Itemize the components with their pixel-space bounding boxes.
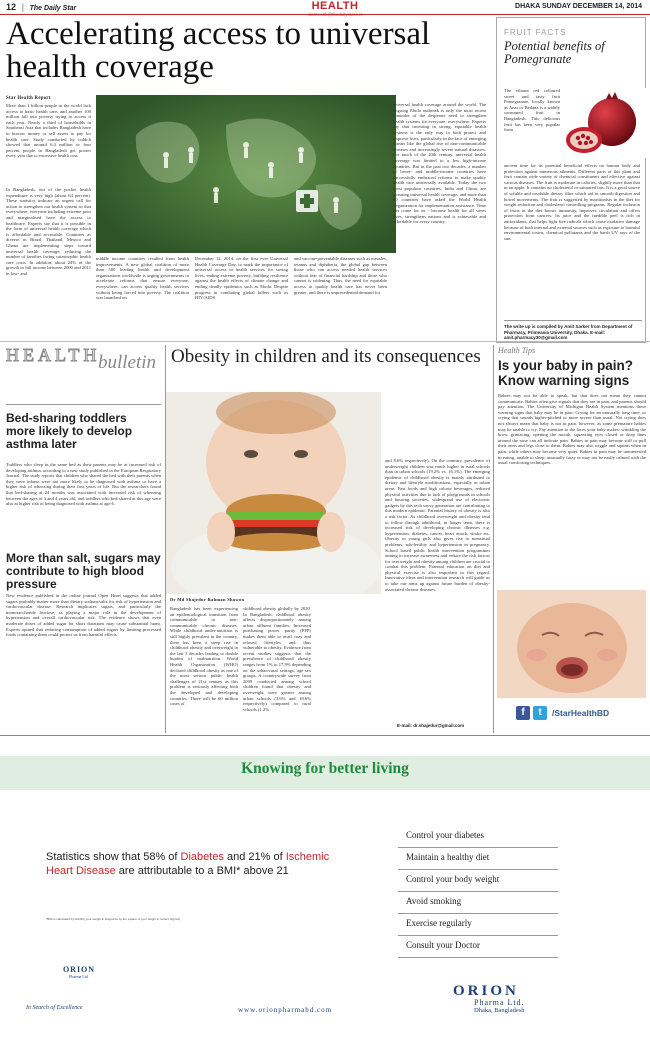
- ad-statistics: [46, 850, 346, 878]
- main-column-1b: In Bangladesh, out of the pocket health expenditure is very high (about 64 percent). These statistics indicate an urgent call for action to strengthen our health system so that everywhere, everyone including extreme poor and marginalised have the access to healthcare. Experts say that it is possible in the form of universal health coverage which is affordable and accessible. Countries as diverse as Brazil, Thailand, Mexico and Ghana are implementing steps toward universal health coverage, reducing the number of families facing catastrophic health care costs. In addition, about 24% of the growth in full income between 2000 and 2011 in low- and: [6, 187, 91, 276]
- main-byline: Star Health Report: [6, 96, 51, 101]
- crying-baby-image: [497, 590, 646, 698]
- page-date: DHAKA SUNDAY DECEMBER 14, 2014: [515, 3, 642, 10]
- main-column-a: middle income countries resulted from health improvements. A new global coalition of more than 500 leading health and development organisations worldwide is urging governments to accelerate reforms that ensure everyone, everywhere, can access quality health services without being forced into poverty. The coalition was launched on: [96, 256, 189, 301]
- salt-sugar-text: New evidence published in the online journal Open Heart suggests that added sugars probably matter more than dietary sodium/salts for risk of hypertension and cardiovascular disease. Research implicates sugars, and particularly the monosaccharide fructose, as playing a major role in the development of hypertension and overall cardiovascular risk. The evidence shows that even moderate doses of added sugar for short durations may cause substantial harm. Experts opined that reducing consumption of added sugars by limiting processed foods containing them could protect us from harmful effects.: [6, 593, 161, 638]
- orion-pharma: Pharma Ltd.: [474, 998, 525, 1007]
- bulletin-rule: [6, 404, 161, 405]
- ad-stat-mid: and 21% of: [223, 851, 286, 863]
- ad-advice-item: Avoid smoking: [398, 892, 558, 914]
- bed-sharing-text: Toddlers who sleep in the same bed as their parents may be at increased risk of developing asthma, according to a new study published in the European Respiratory Journal. The study reports that children who shared the bed with their parents when they were infants were not more likely to be diagnosed with asthma or have a higher risk of wheezing during their first years of life. But the researchers found that bed-sharing at 24 months was associated with increased risk of wheezing between the ages of 3 and 4 years old, and toddlers who bed-shared at this age were also at higher risk of being diagnosed with asthma at age 6.: [6, 462, 161, 507]
- child-burger-image: [166, 392, 381, 594]
- health-tips-label: Health Tips: [498, 346, 536, 355]
- page-number: 12: [6, 2, 17, 12]
- fruit-body-text: ancient time for its potential beneficial effects on human body and protection against numerous ailments. Different parts of this plant and fruit contain wide variety of chemical constituents and effective against various diseases. The fruit is moderate in calories, slightly more than that in an apple. It contains no cholesterol or saturated fats. It is a good source of soluble and insoluble dietary fibre which aid in smooth digestion and bowel movements. The fruit is suggested by nutritionists in the diet for weight reduction and cholesterol controlling programs. Regular inclusion of fruits in the diet boosts immunity, improves circulation and offers protection from cancers. Its juice and the inedible peel is rich in antioxidants, that helps fight free radicals which cause oxidative damage because of both internal and external sources such as exposure to harmful environmental toxins, chemical pollutants and the harsh UV rays of the sun.: [504, 163, 640, 241]
- social-links: [516, 706, 609, 720]
- ad-website[interactable]: www.orionpharmabd.com: [238, 1006, 333, 1014]
- ad-advice-item: Control your body weight: [398, 870, 558, 892]
- social-handle[interactable]: /StarHealthBD: [552, 708, 610, 718]
- main-headline: Accelerating access to universal health coverage: [6, 16, 431, 85]
- ad-advice-item: Consult your Doctor: [398, 936, 558, 958]
- section-title: HEALTH: [311, 0, 359, 12]
- obesity-byline: Dr Md Shajedur Rahman Shawon: [170, 597, 245, 602]
- column-divider-2: [493, 345, 494, 733]
- section-divider: [0, 341, 650, 342]
- main-column-b: December 12, 2014, on the first ever Universal Health Coverage Day, to mark the importance of universal access to health services for saving lives, ending extreme poverty, building resilience against the health effects of climate change and ending deadly epidemics such as Ebola. Despite progress in combating global killers such as HIV/AIDS: [195, 256, 288, 301]
- fruit-facts-title: Potential benefits of Pomegranate: [504, 39, 605, 66]
- health-tips-title: Is your baby in pain? Know warning signs: [498, 358, 634, 388]
- ad-advice-item: Control your diabetes: [398, 826, 558, 848]
- obesity-column-b: childhood obesity globally by 2020. In Bangladesh, childhood obesity affects disproportionately among urban affluent families. Increased purchasing power parity (PPP) makes them able to avail cozy and relaxed lifestyles and thus vulnerable to obesity. Evidence from recent studies suggests that the prevalence of childhood obesity ranges from 1% to 17.9% depending on the urban-rural settings, age-sex groups. A countrywide survey from 2009 conducted among school children found that obesity and overweight were greater among urban schools (3.6% and 18.6% respectively) compared to rural schools (1.2%: [243, 606, 311, 712]
- ad-footnote: *BMI is calculated by dividing your weight in kilograms by the square of your height in meters (kg/m2): [46, 917, 181, 921]
- health-tips-text: Babies may not be able to speak, but that does not mean they cannot communicate. Babies often give signals that they are in pain, and parents should pay attention. The University of Michigan Health System mentions these warning signs that baby may be in pain: Crying for an unusually long time, or crying that sounds higher-pitched or more severe than usual. Not crying does not always mean that baby is not in pain, however, as some premature babies may be unable to cry. Pay attention to the faces your baby makes: wrinkling the brow, grimacing, opening the mouth, squeezing eyes closed or deep lines around the nose can all indicate pain. Babies in pain may become stiff or pull their arms and legs close to them. Babies may also wiggle and squirm when in pain, while others may become very quiet. Babies in pain may be uninterested in eating, unable to sleep, unusually fussy or may not be easily calmed with the usual comforting techniques.: [498, 393, 646, 466]
- orion-small-logo-sub: Pharma Ltd.: [69, 974, 89, 979]
- paper-name: The Daily Star: [29, 5, 77, 12]
- main-column-1: More than 1 billion people in the world lack access to basic health care, and another 100 million fall into poverty trying to access it each year. Nearly a third of households in Southeast Asia that includes Bangladesh have to borrow money or sell assets to pay for health care. Study conducted by icddr,b showed that around 6.4 million or four percent people in Bangladesh get poorer every year due to excessive health cost.: [6, 103, 91, 159]
- obesity-title: Obesity in children and its consequences: [171, 346, 481, 367]
- ad-stat-diabetes: Diabetes: [180, 851, 224, 863]
- ad-stat-ihd: Ischemic Heart Disease: [46, 851, 330, 877]
- ad-advice-item: Maintain a healthy diet: [398, 848, 558, 870]
- fruit-credit-rule: [504, 320, 642, 321]
- obesity-author-email[interactable]: E-mail: dr.shajedur@gmail.com: [397, 723, 465, 728]
- ad-headline: Knowing for better living: [241, 760, 409, 777]
- main-column-d: universal health coverage around the world. The ongoing Ebola outbreak is only the most recent reminder of the desperate need to strengthen health systems for everyone, everywhere. Experts say that investing in strong, equitable health systems is the only way to both protect and improve lives, particularly in the face of emerging threats like the global rise of non-communicable diseases and increasingly severe natural disasters. For much of the 20th century, universal health coverage was limited to a few high-income countries. But in the past two decades, a number of lower- and middle-income countries have successfully embraced reforms to make quality health care universally available. Today the two most populous countries, India and China, are pursuing universal health coverage, and more than 60 countries have asked the World Health Organization for implementation assistance. Time has come for us - because health for all saves lives, strengthens nations and is achievable and affordable for every country.: [393, 102, 486, 225]
- orion-small-logo: [46, 965, 112, 989]
- health-bulletin-word: HEALTH: [6, 345, 101, 365]
- ad-divider: [0, 735, 650, 736]
- fruit-facts-label: FRUIT FACTS: [504, 28, 567, 37]
- main-column-c: and vaccine-preventable diseases such as measles, tetanus and diphtheria, the global gap between those who can access needed health services without fear of financial hardship and those who cannot is widening. Thus, the need for equitable access to quality health care has never been greater, and there is unprecedented demand for: [294, 256, 387, 295]
- ad-tagline: In Search of Excellence: [26, 1005, 83, 1011]
- page-header-left: 12 | The Daily Star: [6, 2, 77, 12]
- pomegranate-image: [562, 88, 646, 158]
- orion-location: Dhaka, Bangladesh: [474, 1007, 525, 1014]
- orion-small-logo-text: ORION: [62, 965, 96, 974]
- fruit-credit: The write up is compiled by Amit Sarker from Department of Pharmacy, Primeasia University, Dhaka. E-mail: amit.pharmacy30@gmail.com: [504, 324, 633, 340]
- health-map-photo: [96, 95, 396, 253]
- fruit-intro-text: The vibrant red coloured sweet and tasty fruit Pomegranate, locally known as Anar or Bedana is a widely consumed fruit in Bangladesh. This delicious fruit has been very popular from: [504, 88, 560, 133]
- bed-sharing-title: Bed-sharing toddlers more likely to develop asthma later: [6, 411, 133, 451]
- obesity-column-d: and 8.6% respectively). On the contrary, prevalence of underweight children was much higher in rural schools than in urban schools (19.2% vs. 16.1%). The emerging epidemic of childhood obesity is mainly attributed to dietary and lifestyle modifications, especially in urban areas. Fast foods and high calorie beverages, reduced physical activities due to lack of playgrounds in schools and housing societies, widespread use of electronic gadgets by this tech savvy generation are contributing to this modern epidemic. Parental history of obesity is also a risk factor. As childhood overweight and obesity tend to follow through adulthood, in longer term, there is increased risk of developing chronic illnesses e.g. hypertension, diabetes, cancer, heart attack, stroke etc. Obesity in young girls also gives rise to menstrual problems, sub-fertility and hypertension in pregnancy. School based public health intervention programmes aiming to increase awareness and reduce the risk factors for overweight and obesity among children are crucial to combat this problem. Parental education on diet and physical exercise is also important in this regard. Innovative ideas and intervention research will guide us to take our arms up against future burden of obesity-associated chronic diseases.: [385, 458, 490, 592]
- salt-sugar-title: More than salt, sugars may contribute to high blood pressure: [6, 551, 161, 591]
- obesity-column-a: Bangladesh has been experiencing an epidemiological transition from communicable to non-communicable chronic diseases. While childhood under-nutrition is still highly prevalent in the country, there has been a steep rise in childhood obesity and overweight in the last 3 decades leading to double burden of malnutrition. World Health Organization (WHO) declared childhood obesity as one of the most serious public health challenges of 21st century as this problem is seriously affecting both the developed and developing countries. There will be 60 million cases of: [170, 606, 238, 707]
- ad-stat-prefix: Statistics show that 58% of: [46, 851, 181, 863]
- ad-stat-suffix: are attributable to a BMI* above 21: [115, 865, 289, 877]
- ad-advice-list: [398, 826, 558, 958]
- header-rule: [0, 14, 650, 15]
- ad-advice-item: Exercise regularly: [398, 914, 558, 936]
- twitter-icon[interactable]: t: [533, 706, 547, 720]
- health-bulletin-sub: bulletin: [98, 352, 157, 373]
- orion-logo: ORION: [453, 983, 519, 999]
- facebook-icon[interactable]: f: [516, 706, 530, 720]
